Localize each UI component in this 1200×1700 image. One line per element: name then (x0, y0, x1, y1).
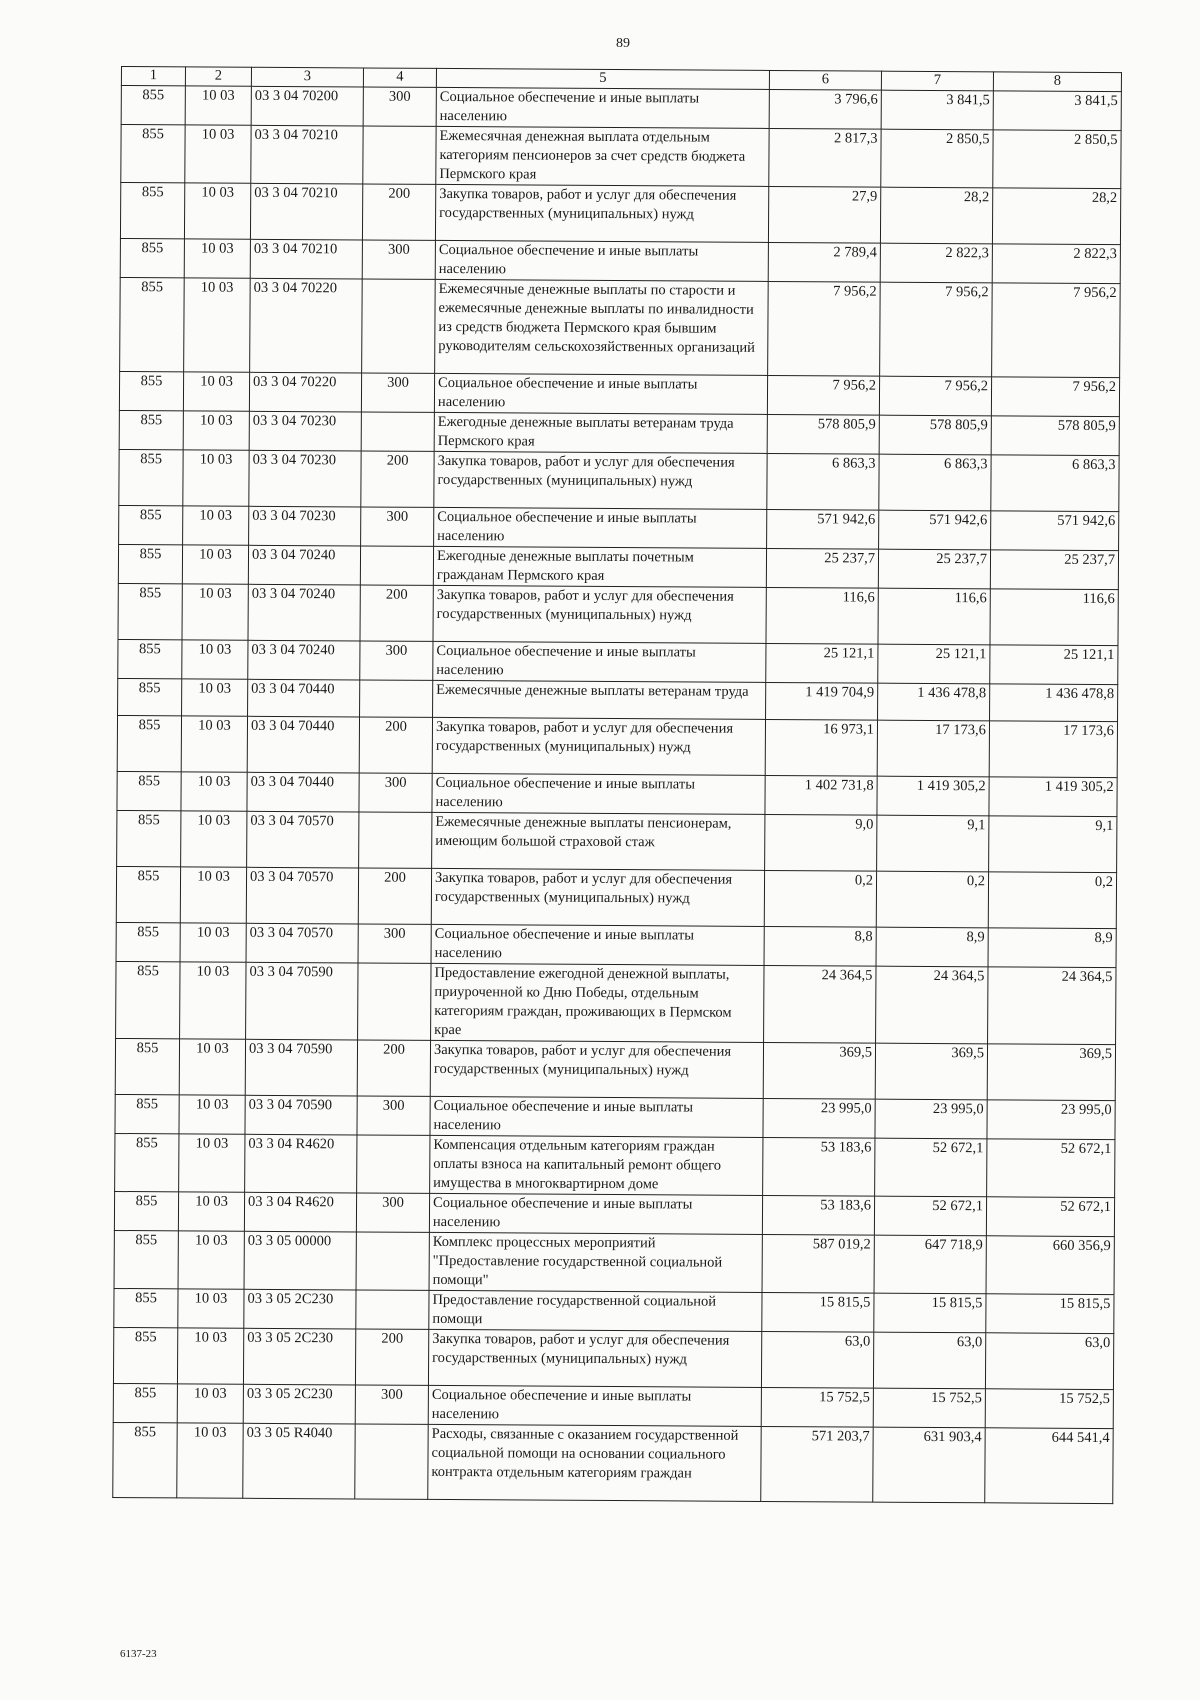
cell-amount-col6: 587 019,2 (762, 1234, 874, 1293)
cell-amount-col8: 9,1 (989, 816, 1117, 873)
cell-admin-code: 855 (119, 371, 183, 410)
cell-admin-code: 855 (117, 810, 181, 866)
table-row (113, 1327, 1113, 1389)
cell-amount-col7: 15 752,5 (873, 1388, 985, 1428)
cell-admin-code: 855 (120, 183, 184, 239)
cell-amount-col8: 7 956,2 (992, 283, 1121, 378)
cell-amount-col6: 7 956,2 (767, 375, 879, 415)
cell-amount-col6: 8,8 (764, 926, 876, 966)
cell-amount-col8: 644 541,4 (985, 1428, 1113, 1504)
cell-description: Предоставление государственной социальной помощи (429, 1290, 762, 1331)
cell-section-code: 10 03 (181, 772, 247, 811)
cell-description: Социальное обеспечение и иные выплаты населению (432, 773, 765, 814)
cell-target-article: 03 3 05 2С230 (243, 1328, 355, 1385)
cell-amount-col6: 2 789,4 (768, 242, 880, 282)
cell-section-code: 10 03 (180, 962, 246, 1039)
column-header: 5 (436, 68, 769, 89)
table-row (116, 922, 1116, 967)
cell-expense-type: 200 (358, 868, 431, 924)
cell-amount-col8: 52 672,1 (987, 1139, 1115, 1198)
column-header: 8 (993, 72, 1121, 92)
cell-amount-col8: 28,2 (992, 188, 1120, 245)
cell-amount-col7: 23 995,0 (875, 1099, 987, 1139)
cell-description: Социальное обеспечение и иные выплаты населению (434, 373, 767, 414)
cell-amount-col7: 1 436 478,8 (878, 683, 990, 721)
table-row (117, 715, 1117, 777)
column-header: 2 (185, 67, 251, 86)
cell-section-code: 10 03 (185, 86, 251, 125)
table-row (120, 277, 1121, 377)
cell-expense-type: 300 (357, 1096, 430, 1135)
cell-expense-type: 200 (362, 184, 435, 240)
table-row (115, 1094, 1115, 1139)
cell-expense-type (358, 963, 431, 1040)
cell-section-code: 10 03 (183, 372, 249, 411)
cell-target-article: 03 3 04 70240 (248, 584, 360, 641)
cell-amount-col7: 15 815,5 (874, 1293, 986, 1333)
budget-table (112, 66, 1122, 1504)
cell-admin-code: 855 (119, 505, 183, 544)
cell-target-article: 03 3 05 00000 (244, 1231, 356, 1290)
cell-amount-col7: 24 364,5 (876, 966, 988, 1044)
cell-target-article: 03 3 05 2С230 (244, 1289, 356, 1329)
cell-amount-col8: 25 121,1 (990, 645, 1118, 685)
cell-amount-col6: 15 752,5 (761, 1387, 873, 1427)
cell-amount-col6: 6 863,3 (767, 453, 879, 510)
cell-amount-col6: 1 419 704,9 (766, 682, 878, 720)
cell-expense-type (356, 1290, 429, 1329)
table-row (118, 544, 1118, 589)
cell-target-article: 03 3 04 70440 (247, 772, 359, 812)
cell-description: Ежегодные денежные выплаты ветеранам труда Пермского края (434, 412, 767, 453)
cell-amount-col8: 24 364,5 (988, 967, 1116, 1045)
column-header: 1 (121, 67, 185, 86)
cell-description: Закупка товаров, работ и услуг для обеспечения государственных (муниципальных) нужд (433, 585, 766, 643)
cell-admin-code: 855 (116, 922, 180, 961)
column-header: 3 (251, 67, 363, 87)
cell-description: Социальное обеспечение и иные выплаты населению (435, 240, 768, 281)
table-row (120, 183, 1120, 245)
cell-expense-type: 300 (361, 507, 434, 546)
cell-section-code: 10 03 (180, 867, 246, 923)
cell-section-code: 10 03 (185, 125, 251, 183)
cell-amount-col8: 52 672,1 (986, 1197, 1114, 1237)
cell-target-article: 03 3 04 70590 (245, 1039, 357, 1096)
cell-section-code: 10 03 (178, 1289, 244, 1328)
cell-admin-code: 855 (113, 1327, 177, 1383)
cell-description: Ежемесячные денежные выплаты пенсионерам, имеющим большой страховой стаж (432, 812, 765, 870)
cell-expense-type (359, 812, 432, 868)
cell-section-code: 10 03 (182, 545, 248, 584)
cell-admin-code: 855 (115, 1133, 179, 1191)
table-row (119, 505, 1119, 550)
cell-section-code: 10 03 (181, 716, 247, 772)
cell-amount-col7: 3 841,5 (881, 90, 993, 130)
cell-amount-col8: 25 237,7 (990, 550, 1118, 590)
cell-expense-type (363, 126, 436, 184)
cell-amount-col6: 3 796,6 (769, 89, 881, 129)
cell-admin-code: 855 (114, 1230, 178, 1288)
cell-description: Закупка товаров, работ и услуг для обеспечения государственных (муниципальных) нужд (435, 184, 768, 242)
cell-expense-type: 300 (363, 87, 436, 126)
cell-expense-type: 300 (359, 773, 432, 812)
cell-amount-col6: 571 203,7 (761, 1426, 873, 1502)
cell-description: Ежемесячные денежные выплаты по старости и ежемесячные денежные выплаты по инвалидности из средств бюджета Пермского края бывшим руководителям сельскохозяйственных организаций (435, 279, 769, 375)
cell-admin-code: 855 (119, 410, 183, 449)
cell-expense-type (357, 1135, 430, 1193)
cell-expense-type: 200 (357, 1040, 430, 1096)
cell-target-article: 03 3 04 70570 (247, 811, 359, 868)
cell-expense-type: 300 (356, 1193, 429, 1232)
cell-section-code: 10 03 (178, 1231, 244, 1289)
cell-amount-col7: 631 903,4 (873, 1427, 985, 1503)
cell-expense-type (360, 546, 433, 585)
cell-target-article: 03 3 04 70440 (247, 716, 359, 773)
cell-description: Закупка товаров, работ и услуг для обеспечения государственных (муниципальных) нужд (434, 451, 767, 509)
cell-amount-col8: 116,6 (990, 589, 1118, 646)
cell-amount-col8: 6 863,3 (991, 455, 1119, 512)
cell-target-article: 03 3 04 70240 (248, 545, 360, 585)
cell-section-code: 10 03 (183, 450, 249, 506)
cell-target-article: 03 3 04 70220 (249, 372, 361, 412)
cell-amount-col8: 8,9 (988, 928, 1116, 968)
cell-target-article: 03 3 04 70210 (251, 125, 363, 184)
table-row (113, 1422, 1113, 1503)
cell-amount-col7: 52 672,1 (874, 1196, 986, 1236)
cell-expense-type: 200 (360, 585, 433, 641)
cell-section-code: 10 03 (177, 1384, 243, 1423)
cell-amount-col6: 571 942,6 (767, 509, 879, 549)
table-row (118, 678, 1118, 721)
table-row (121, 86, 1121, 131)
cell-section-code: 10 03 (177, 1423, 243, 1498)
cell-amount-col8: 578 805,9 (991, 416, 1119, 456)
cell-admin-code: 855 (116, 961, 180, 1038)
cell-section-code: 10 03 (178, 1192, 244, 1231)
cell-expense-type: 200 (359, 717, 432, 773)
cell-amount-col6: 1 402 731,8 (765, 775, 877, 815)
cell-admin-code: 855 (121, 125, 185, 183)
cell-amount-col7: 25 121,1 (878, 644, 990, 684)
cell-amount-col8: 15 815,5 (986, 1294, 1114, 1334)
cell-section-code: 10 03 (184, 239, 250, 278)
cell-amount-col8: 3 841,5 (993, 91, 1121, 131)
cell-amount-col8: 2 822,3 (992, 244, 1120, 284)
table-row (121, 125, 1121, 189)
cell-section-code: 10 03 (179, 1095, 245, 1134)
column-header: 4 (363, 68, 436, 87)
cell-expense-type: 300 (355, 1385, 428, 1424)
cell-section-code: 10 03 (180, 923, 246, 962)
cell-expense-type: 300 (361, 373, 434, 412)
cell-admin-code: 855 (113, 1422, 177, 1497)
cell-amount-col8: 17 173,6 (989, 721, 1117, 778)
cell-amount-col6: 116,6 (766, 587, 878, 644)
cell-amount-col7: 17 173,6 (877, 720, 989, 777)
cell-target-article: 03 3 04 70240 (248, 640, 360, 680)
cell-description: Ежегодные денежные выплаты почетным гражданам Пермского края (433, 546, 766, 587)
cell-amount-col8: 15 752,5 (985, 1389, 1113, 1429)
cell-target-article: 03 3 05 R4040 (243, 1423, 355, 1499)
cell-description: Социальное обеспечение и иные выплаты населению (428, 1385, 761, 1426)
cell-amount-col6: 25 237,7 (766, 548, 878, 588)
cell-section-code: 10 03 (182, 679, 248, 716)
cell-expense-type (360, 680, 433, 717)
cell-expense-type (355, 1424, 428, 1499)
table-row (118, 639, 1118, 684)
cell-amount-col7: 52 672,1 (875, 1138, 987, 1197)
cell-expense-type: 300 (358, 924, 431, 963)
cell-admin-code: 855 (118, 583, 182, 639)
cell-description: Закупка товаров, работ и услуг для обеспечения государственных (муниципальных) нужд (431, 868, 764, 926)
cell-amount-col7: 369,5 (875, 1043, 987, 1100)
cell-target-article: 03 3 04 70440 (248, 679, 360, 717)
cell-section-code: 10 03 (183, 506, 249, 545)
cell-admin-code: 855 (118, 678, 182, 715)
cell-admin-code: 855 (115, 1094, 179, 1133)
cell-admin-code: 855 (121, 86, 185, 125)
cell-expense-type (356, 1232, 429, 1290)
cell-expense-type: 300 (360, 641, 433, 680)
cell-target-article: 03 3 05 2С230 (243, 1384, 355, 1424)
cell-description: Ежемесячные денежные выплаты ветеранам труда (433, 680, 766, 719)
cell-amount-col8: 1 419 305,2 (989, 777, 1117, 817)
cell-admin-code: 855 (120, 277, 185, 371)
cell-target-article: 03 3 04 70230 (249, 506, 361, 546)
cell-description: Социальное обеспечение и иные выплаты населению (433, 641, 766, 682)
table-row (116, 961, 1116, 1044)
cell-amount-col6: 578 805,9 (767, 414, 879, 454)
cell-section-code: 10 03 (183, 411, 249, 450)
cell-amount-col7: 28,2 (880, 187, 992, 244)
cell-admin-code: 855 (117, 771, 181, 810)
cell-expense-type (361, 412, 434, 451)
cell-description: Закупка товаров, работ и услуг для обеспечения государственных (муниципальных) нужд (428, 1329, 761, 1387)
table-row (114, 1288, 1114, 1333)
cell-expense-type: 200 (355, 1329, 428, 1385)
cell-amount-col8: 660 356,9 (986, 1236, 1114, 1295)
cell-amount-col7: 2 822,3 (880, 243, 992, 283)
cell-expense-type: 200 (361, 451, 434, 507)
cell-amount-col8: 7 956,2 (991, 377, 1119, 417)
cell-description: Закупка товаров, работ и услуг для обеспечения государственных (муниципальных) нужд (432, 717, 765, 775)
cell-target-article: 03 3 04 70220 (250, 278, 363, 373)
cell-description: Социальное обеспечение и иные выплаты населению (429, 1193, 762, 1234)
cell-amount-col6: 0,2 (764, 870, 876, 927)
cell-description: Ежемесячная денежная выплата отдельным категориям пенсионеров за счет средств бюджета Пермского края (436, 126, 769, 186)
cell-amount-col6: 53 183,6 (762, 1195, 874, 1235)
cell-section-code: 10 03 (182, 640, 248, 679)
cell-section-code: 10 03 (184, 183, 250, 239)
cell-description: Предоставление ежегодной денежной выплаты, приуроченной ко Дню Победы, отдельным категориям граждан, проживающих в Пермском крае (431, 963, 764, 1042)
cell-amount-col7: 571 942,6 (879, 510, 991, 550)
cell-target-article: 03 3 04 70210 (250, 239, 362, 279)
table-row (115, 1038, 1115, 1100)
cell-amount-col6: 27,9 (768, 186, 880, 243)
cell-amount-col6: 63,0 (761, 1331, 873, 1388)
cell-target-article: 03 3 04 70570 (246, 867, 358, 924)
cell-section-code: 10 03 (177, 1328, 243, 1384)
cell-amount-col7: 0,2 (876, 871, 988, 928)
footer-document-code: 6137-23 (120, 1648, 157, 1660)
page-number: 89 (616, 36, 630, 51)
table-row (117, 771, 1117, 816)
table-row (115, 1133, 1115, 1197)
cell-amount-col6: 23 995,0 (763, 1098, 875, 1138)
cell-amount-col6: 25 121,1 (766, 643, 878, 683)
cell-description: Социальное обеспечение и иные выплаты населению (430, 1096, 763, 1137)
cell-amount-col7: 63,0 (873, 1332, 985, 1389)
table-row (113, 1383, 1113, 1428)
cell-admin-code: 855 (118, 544, 182, 583)
cell-target-article: 03 3 04 70590 (245, 1095, 357, 1135)
cell-amount-col8: 23 995,0 (987, 1100, 1115, 1140)
cell-amount-col6: 7 956,2 (768, 281, 881, 376)
cell-target-article: 03 3 04 70570 (246, 923, 358, 963)
cell-amount-col7: 25 237,7 (878, 549, 990, 589)
cell-amount-col7: 9,1 (877, 815, 989, 872)
cell-amount-col8: 2 850,5 (993, 130, 1121, 189)
cell-section-code: 10 03 (179, 1134, 245, 1192)
cell-amount-col7: 647 718,9 (874, 1235, 986, 1294)
table-row (117, 810, 1117, 872)
table-row (119, 371, 1119, 416)
cell-admin-code: 855 (117, 715, 181, 771)
table-row (118, 583, 1118, 645)
cell-section-code: 10 03 (179, 1039, 245, 1095)
cell-expense-type (362, 279, 436, 373)
cell-amount-col7: 8,9 (876, 927, 988, 967)
cell-admin-code: 855 (114, 1191, 178, 1230)
cell-description: Расходы, связанные с оказанием государственной социальной помощи на основании социального контракта отдельным категориям граждан (428, 1424, 761, 1501)
cell-description: Закупка товаров, работ и услуг для обеспечения государственных (муниципальных) нужд (430, 1040, 763, 1098)
cell-description: Социальное обеспечение и иные выплаты населению (436, 87, 769, 128)
table-row (119, 449, 1119, 511)
cell-section-code: 10 03 (181, 811, 247, 867)
cell-amount-col8: 571 942,6 (991, 511, 1119, 551)
cell-admin-code: 855 (115, 1038, 179, 1094)
cell-amount-col7: 7 956,2 (879, 376, 991, 416)
cell-admin-code: 855 (113, 1383, 177, 1422)
cell-description: Комплекс процессных мероприятий "Предоставление государственной социальной помощи" (429, 1232, 762, 1292)
cell-admin-code: 855 (118, 639, 182, 678)
table-row (114, 1191, 1114, 1236)
cell-amount-col7: 116,6 (878, 588, 990, 645)
cell-section-code: 10 03 (182, 584, 248, 640)
cell-description: Социальное обеспечение и иные выплаты населению (431, 924, 764, 965)
cell-amount-col6: 15 815,5 (762, 1292, 874, 1332)
cell-amount-col8: 0,2 (988, 872, 1116, 929)
cell-section-code: 10 03 (184, 278, 251, 372)
cell-amount-col7: 1 419 305,2 (877, 776, 989, 816)
cell-amount-col6: 9,0 (765, 814, 877, 871)
cell-admin-code: 855 (119, 449, 183, 505)
cell-amount-col6: 53 183,6 (763, 1137, 875, 1196)
cell-amount-col7: 6 863,3 (879, 454, 991, 511)
cell-target-article: 03 3 04 70200 (251, 86, 363, 126)
cell-amount-col7: 2 850,5 (881, 129, 993, 188)
cell-target-article: 03 3 04 70590 (246, 962, 358, 1040)
table-row (120, 238, 1120, 283)
cell-description: Компенсация отдельным категориям граждан оплаты взноса на капитальный ремонт общего имущества в многоквартирном доме (430, 1135, 763, 1195)
cell-amount-col8: 63,0 (985, 1333, 1113, 1390)
cell-target-article: 03 3 04 R4620 (244, 1192, 356, 1232)
cell-amount-col6: 369,5 (763, 1042, 875, 1099)
cell-admin-code: 855 (120, 238, 184, 277)
cell-amount-col8: 369,5 (987, 1044, 1115, 1101)
table-row (116, 866, 1116, 928)
cell-admin-code: 855 (116, 866, 180, 922)
cell-admin-code: 855 (114, 1288, 178, 1327)
table-row (119, 410, 1119, 455)
cell-expense-type: 300 (362, 240, 435, 279)
cell-amount-col7: 578 805,9 (879, 415, 991, 455)
table-row (114, 1230, 1114, 1294)
cell-target-article: 03 3 04 70210 (250, 183, 362, 240)
column-header: 7 (881, 71, 993, 91)
cell-description: Социальное обеспечение и иные выплаты населению (434, 507, 767, 548)
column-header: 6 (769, 70, 881, 90)
cell-target-article: 03 3 04 R4620 (245, 1134, 357, 1193)
cell-amount-col7: 7 956,2 (880, 282, 993, 377)
cell-amount-col6: 24 364,5 (764, 965, 876, 1043)
cell-target-article: 03 3 04 70230 (249, 411, 361, 451)
cell-target-article: 03 3 04 70230 (249, 450, 361, 507)
cell-amount-col6: 2 817,3 (769, 128, 881, 187)
cell-amount-col8: 1 436 478,8 (990, 684, 1118, 722)
cell-amount-col6: 16 973,1 (765, 719, 877, 776)
